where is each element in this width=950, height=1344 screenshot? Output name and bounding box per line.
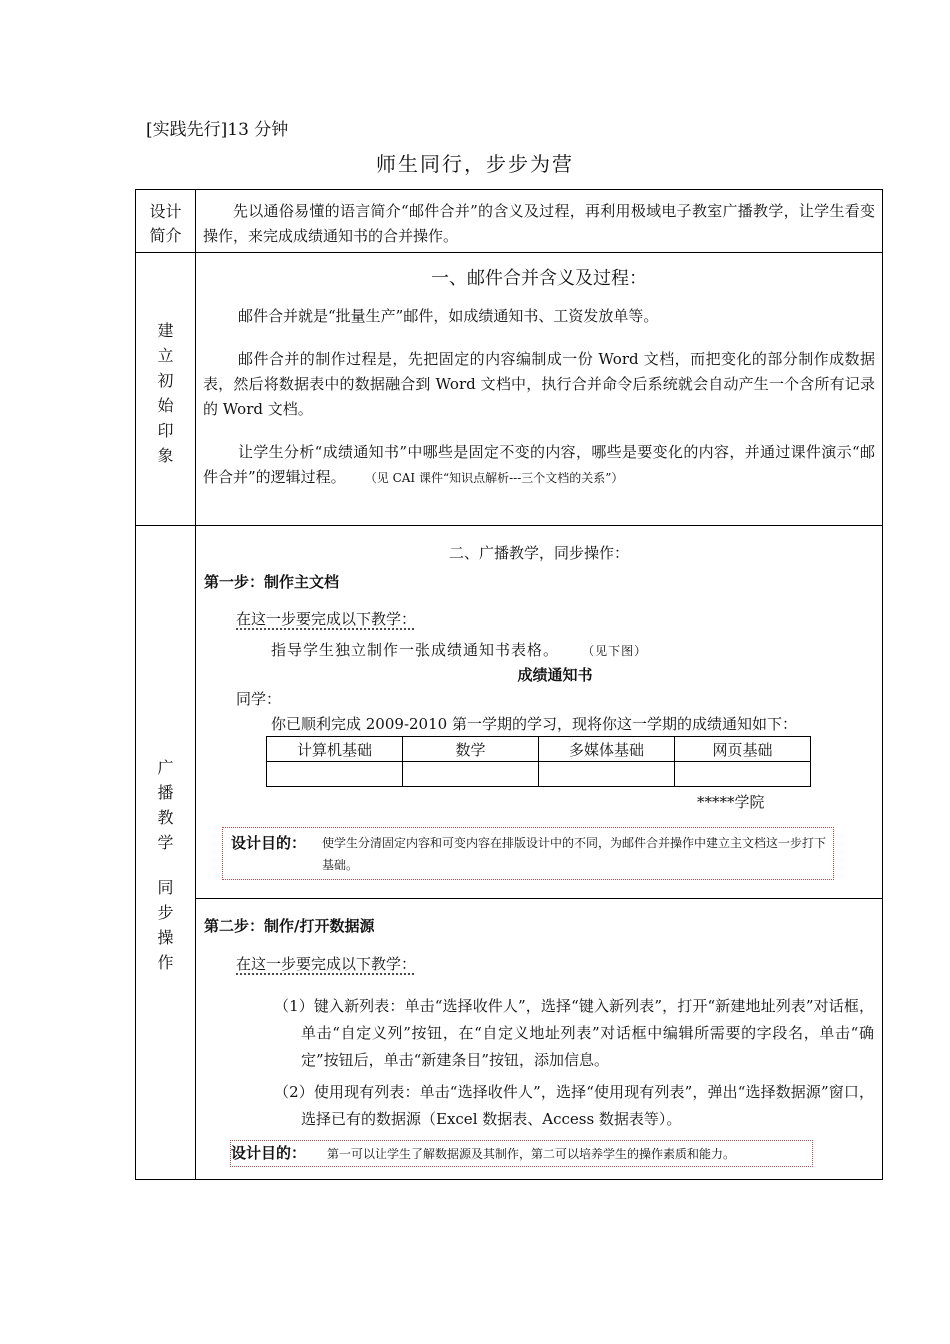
row-label-broadcast: 广 播 教 学 同 步 操 作 [157, 758, 174, 972]
page-title: 师生同行，步步为营 [376, 152, 574, 176]
section-heading: [实践先行]13 分钟 [146, 120, 289, 140]
table-header-cell: 多媒体基础 [539, 737, 675, 762]
step1-title: 第一步：制作主文档 [204, 573, 340, 591]
merge-analysis: 让学生分析“成绩通知书”中哪些是固定不变的内容，哪些是要变化的内容，并通过课件演示“邮件合并”的逻辑过程。 （见 CAI 课件“知识点解析---三个文档的关系”） [203, 443, 875, 486]
step1-intro: 在这一步要完成以下教学： [236, 610, 417, 628]
step2-title: 第二步：制作/打开数据源 [204, 917, 375, 935]
merge-process: 邮件合并的制作过程是，先把固定的内容编制成一份 Word 文档，而把变化的部分制作成数据表，然后将数据表中的数据融合到 Word 文档中，执行合并命令后系统就会自动产生一个含所有记录的 Word 文档。 [203, 350, 875, 418]
design-intro-text: 先以通俗易懂的语言简介“邮件合并”的含义及过程，再利用极域电子教室广播教学，让学生看变操作，来完成成绩通知书的合并操作。 [203, 202, 875, 245]
table-cell [675, 762, 811, 787]
step2-purpose-box [230, 1140, 813, 1167]
table-header-cell: 数学 [403, 737, 539, 762]
row-label-initial-impression: 建 立 初 始 印 象 [157, 321, 174, 465]
purpose-label: 设计目的： [231, 1144, 307, 1162]
table-header-cell: 网页基础 [675, 737, 811, 762]
table-cell [539, 762, 675, 787]
step-divider [195, 898, 882, 899]
section-title-broadcast: 二、广播教学，同步操作： [448, 544, 629, 562]
merge-definition: 邮件合并就是“批量生产”邮件，如成绩通知书、工资发放单等。 [238, 307, 659, 325]
table-row [267, 737, 811, 762]
purpose-text: 使学生分清固定内容和可变内容在排版设计中的不同，为邮件合并操作中建立主文档这一步打下基础。 [322, 836, 827, 872]
step1-instruction: 指导学生独立制作一张成绩通知书表格。 （见下图） [271, 641, 648, 659]
report-signature: *****学院 [697, 793, 765, 811]
report-card-title: 成绩通知书 [517, 666, 593, 684]
step2-item2: （2）使用现有列表：单击“选择收件人”，选择“使用现有列表”，弹出“选择数据源”窗口，选择已有的数据源（Excel 数据表、Access 数据表等）。 [274, 1083, 874, 1128]
step1-purpose-box [222, 827, 834, 880]
report-body: 你已顺利完成 2009-2010 第一学期的学习，现将你这一学期的成绩通知如下： [271, 715, 797, 733]
step2-intro: 在这一步要完成以下教学： [236, 955, 417, 973]
row-divider [136, 252, 882, 253]
report-card-table [266, 736, 811, 787]
table-header-cell: 计算机基础 [267, 737, 403, 762]
row-divider [136, 525, 882, 526]
table-cell [403, 762, 539, 787]
report-greeting: 同学： [236, 690, 282, 708]
purpose-label: 设计目的： [231, 834, 307, 852]
lesson-table [135, 189, 883, 1180]
table-row [267, 762, 811, 787]
table-cell [267, 762, 403, 787]
row-label-design-intro: 设计 简介 [149, 202, 182, 245]
purpose-text: 第一可以让学生了解数据源及其制作，第二可以培养学生的操作素质和能力。 [327, 1147, 736, 1161]
step2-item1: （1）键入新列表：单击“选择收件人”，选择“键入新列表”，打开“新建地址列表”对话框，单击“自定义列”按钮，在“自定义地址列表”对话框中编辑所需要的字段名，单击“确定”按钮后，单击“新建条目”按钮，添加信息。 [274, 997, 874, 1069]
section-title-merge: 一、邮件合并含义及过程： [431, 268, 647, 289]
